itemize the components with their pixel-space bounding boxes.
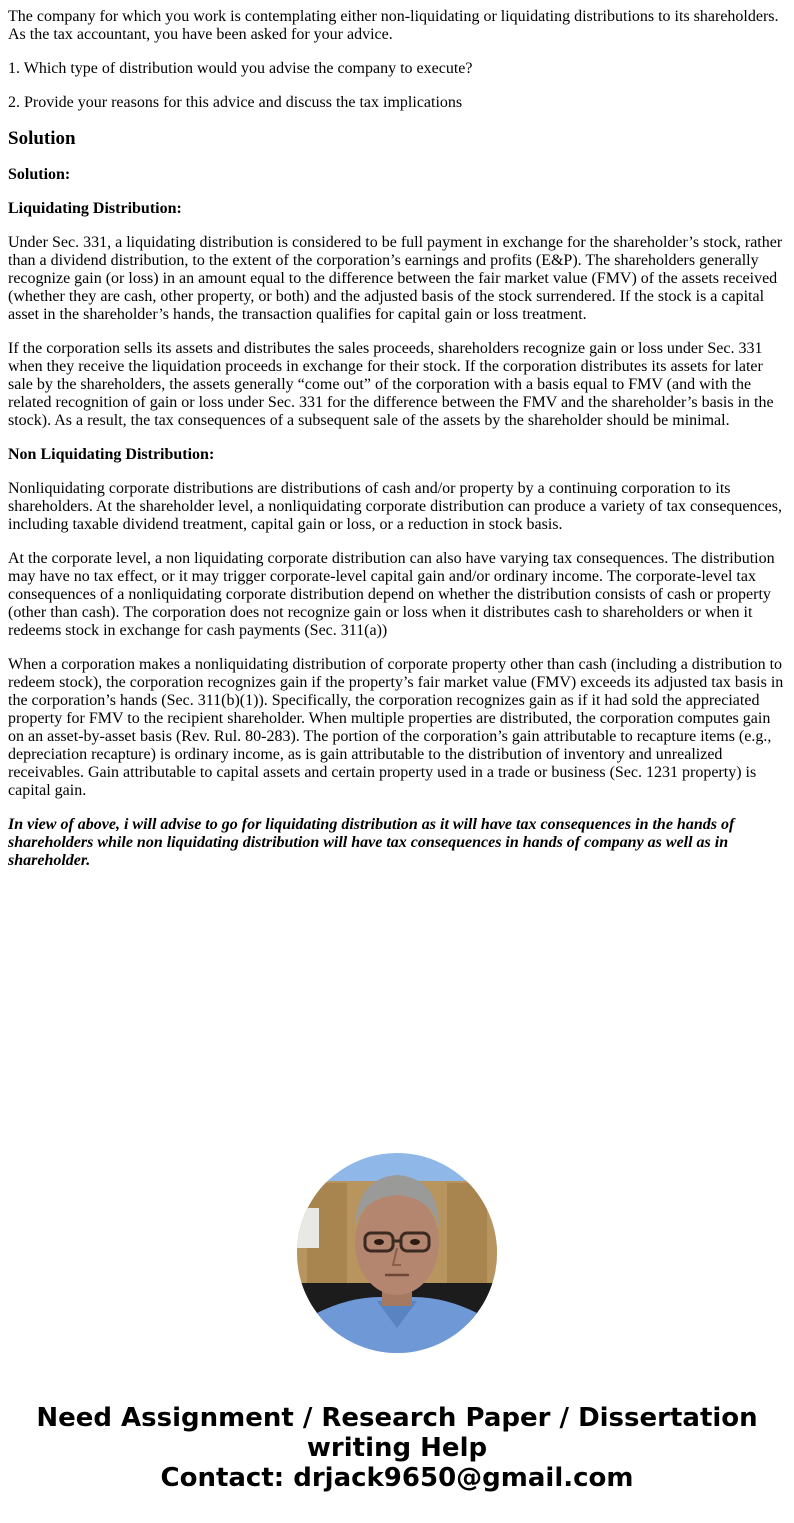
non-liquidating-paragraph-1: Nonliquidating corporate distributions are distributions of cash and/or property by a continuing corporation to its shareholders. At the shareholder level, a nonliquidating corporate distribution can produce a variety of tax consequences, including taxable dividend treatment, capital gain or loss, or a reduction in stock basis. [8, 480, 782, 533]
author-avatar [297, 1153, 497, 1353]
conclusion: In view of above, i will advise to go for liquidating distribution as it will have tax consequences in the hands of shareholders while non liquidating distribution will have tax consequences in hands of company as well as in shareholder. [8, 816, 735, 869]
promo-contact: Contact: drjack9650@gmail.com [160, 1463, 634, 1493]
person-portrait-icon [297, 1153, 497, 1353]
non-liquidating-title: Non Liquidating Distribution: [8, 446, 215, 463]
liquidating-paragraph-2: If the corporation sells its assets and distributes the sales proceeds, shareholders recognize gain or loss under Sec. 331 when they receive the liquidation proceeds in exchange for their stock. If the corporation distributes its assets for later sale by the shareholders, the assets generally “come out” of the corporation with a basis equal to FMV (and with the related recognition of gain or loss under Sec. 331 for the difference between the FMV and the shareholder’s basis in the stock). As a result, the tax consequences of a subsequent sale of the assets by the shareholder should be minimal. [8, 340, 774, 429]
non-liquidating-paragraph-2: At the corporate level, a non liquidating corporate distribution can also have varying tax consequences. The distribution may have no tax effect, or it may trigger corporate-level capital gain and/or ordinary income. The corporate-level tax consequences of a nonliquidating corporate distribution depend on whether the distribution consists of cash or property (other than cash). The corporation does not recognize gain or loss when it distributes cash to shareholders or when it redeems stock in exchange for cash payments (Sec. 311(a)) [8, 550, 775, 639]
promo-banner [0, 1403, 794, 1493]
promo-line-1: Need Assignment / Research Paper / Dissertation [36, 1403, 758, 1433]
liquidating-paragraph-1: Under Sec. 331, a liquidating distribution is considered to be full payment in exchange for the shareholder’s stock, rather than a dividend distribution, to the extent of the corporation’s earnings and profits (E&P). The shareholders generally recognize gain (or loss) in an amount equal to the difference between the fair market value (FMV) of the assets received (whether they are cash, other property, or both) and the adjusted basis of the stock surrendered. If the stock is a capital asset in the shareholder’s hands, the transaction qualifies for capital gain or loss treatment. [8, 234, 783, 323]
question-item-2: 2. Provide your reasons for this advice and discuss the tax implications [8, 94, 463, 111]
liquidating-title: Liquidating Distribution: [8, 200, 182, 217]
promo-line-2: writing Help [306, 1433, 488, 1463]
non-liquidating-paragraph-3: When a corporation makes a nonliquidating distribution of corporate property other than cash (including a distribution to redeem stock), the corporation recognizes gain if the property’s fair market value (FMV) exceeds its adjusted tax basis in the corporation’s hands (Sec. 311(b)(1)). Specifically, the corporation recognizes gain as if it had sold the appreciated property for FMV to the recipient shareholder. When multiple properties are distributed, the corporation computes gain on an asset-by-asset basis (Rev. Rul. 80-283). The portion of the corporation’s gain attributable to recapture items (e.g., depreciation recapture) is ordinary income, as is gain attributable to the distribution of inventory and unrealized receivables. Gain attributable to capital assets and certain property used in a trade or business (Sec. 1231 property) is capital gain. [8, 656, 784, 799]
solution-heading: Solution [8, 128, 76, 149]
solution-subheading: Solution: [8, 166, 71, 183]
question-intro: The company for which you work is contemplating either non-liquidating or liquidating distributions to its shareholders. As the tax accountant, you have been asked for your advice. [8, 8, 779, 43]
question-item-1: 1. Which type of distribution would you advise the company to execute? [8, 60, 473, 77]
